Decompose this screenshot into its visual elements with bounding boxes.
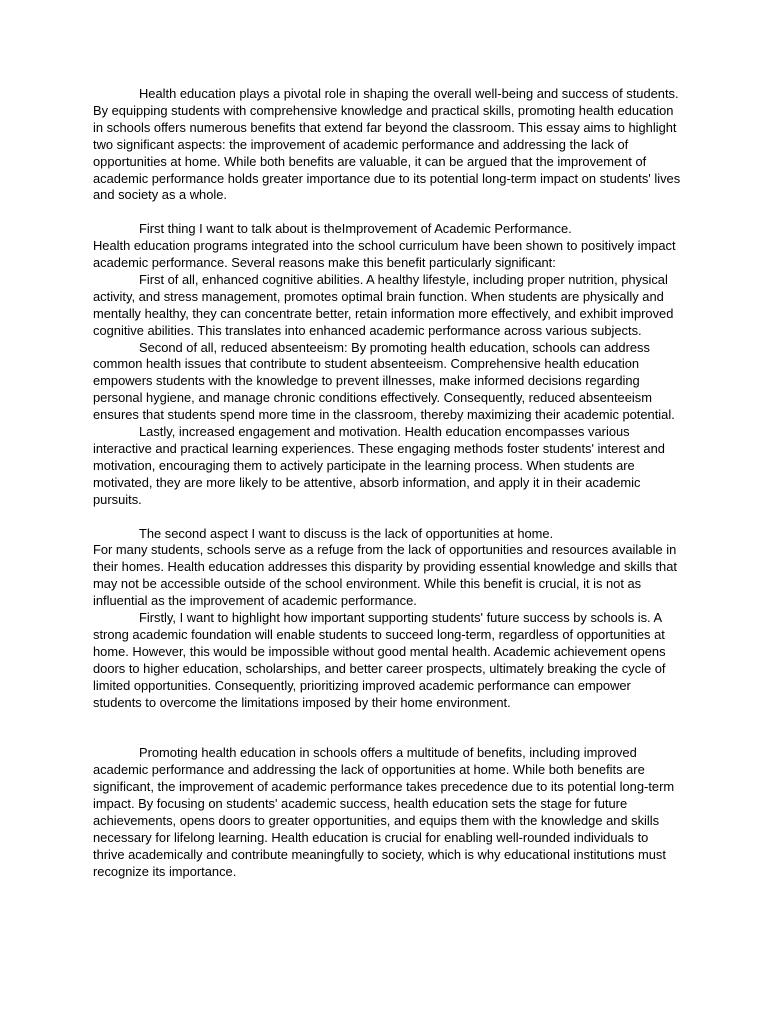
section1-point3-paragraph: Lastly, increased engagement and motivation. Health education encompasses various interactive and practical learning experiences. These engaging methods foster students' interest and motivation, encouraging them to actively participate in the learning process. When students are motivated, they are more likely to be attentive, absorb information, and apply it in their academic pursuits.: [93, 424, 665, 507]
section2-point1-paragraph: Firstly, I want to highlight how important supporting students' future success by schools is. A strong academic foundation will enable students to succeed long-term, regardless of opportunities at home. However, this would be impossible without good mental health. Academic achievement opens doors to higher education, scholarships, and better career prospects, ultimately breaking the cycle of limited opportunities. Consequently, prioritizing improved academic performance can empower students to overcome the limitations imposed by their home environment.: [93, 610, 666, 710]
paragraph-spacer: [93, 204, 683, 221]
section1-point2-paragraph: Second of all, reduced absenteeism: By promoting health education, schools can address common health issues that contribute to student absenteeism. Comprehensive health education empowers students with the knowledge to prevent illnesses, make informed decisions regarding personal hygiene, and manage chronic conditions effectively. Consequently, reduced absenteeism ensures that students spend more time in the classroom, thereby maximizing their academic potential.: [93, 339, 675, 423]
paragraph-spacer: [93, 712, 683, 746]
section2-intro-paragraph: For many students, schools serve as a refuge from the lack of opportunities and resources available in their homes. Health education addresses this disparity by providing essential knowledge and skills that may not be accessible outside of the school environment. While this benefit is crucial, it is not as influential as the improvement of academic performance.: [93, 542, 677, 609]
section2-heading: The second aspect I want to discuss is the lack of opportunities at home.: [139, 525, 554, 541]
section1-heading: First thing I want to talk about is theImprovement of Academic Performance.: [139, 221, 572, 237]
section1-intro-paragraph: Health education programs integrated into the school curriculum have been shown to positively impact academic performance. Several reasons make this benefit particularly significant:: [93, 238, 676, 271]
intro-paragraph: Health education plays a pivotal role in shaping the overall well-being and success of students. By equipping students with comprehensive knowledge and practical skills, promoting health education in schools offers numerous benefits that extend far beyond the classroom. This essay aims to highlight two significant aspects: the improvement of academic performance and addressing the lack of opportunities at home. While both benefits are valuable, it can be argued that the improvement of academic performance holds greater importance due to its potential long-term impact on students' lives and society as a whole.: [93, 86, 681, 203]
document-page: [93, 86, 683, 881]
paragraph-spacer: [93, 509, 683, 526]
conclusion-paragraph: Promoting health education in schools offers a multitude of benefits, including improved academic performance and addressing the lack of opportunities at home. While both benefits are significant, the improvement of academic performance takes precedence due to its potential long-term impact. By focusing on students' academic success, health education sets the stage for future achievements, opens doors to greater opportunities, and equips them with the knowledge and skills necessary for lifelong learning. Health education is crucial for enabling well-rounded individuals to thrive academically and contribute meaningfully to society, which is why educational institutions must recognize its importance.: [93, 745, 675, 879]
section1-point1-paragraph: First of all, enhanced cognitive abilities. A healthy lifestyle, including proper nutrition, physical activity, and stress management, promotes optimal brain function. When students are physically and mentally healthy, they can concentrate better, retain information more effectively, and exhibit improved cognitive abilities. This translates into enhanced academic performance across various subjects.: [93, 271, 674, 338]
